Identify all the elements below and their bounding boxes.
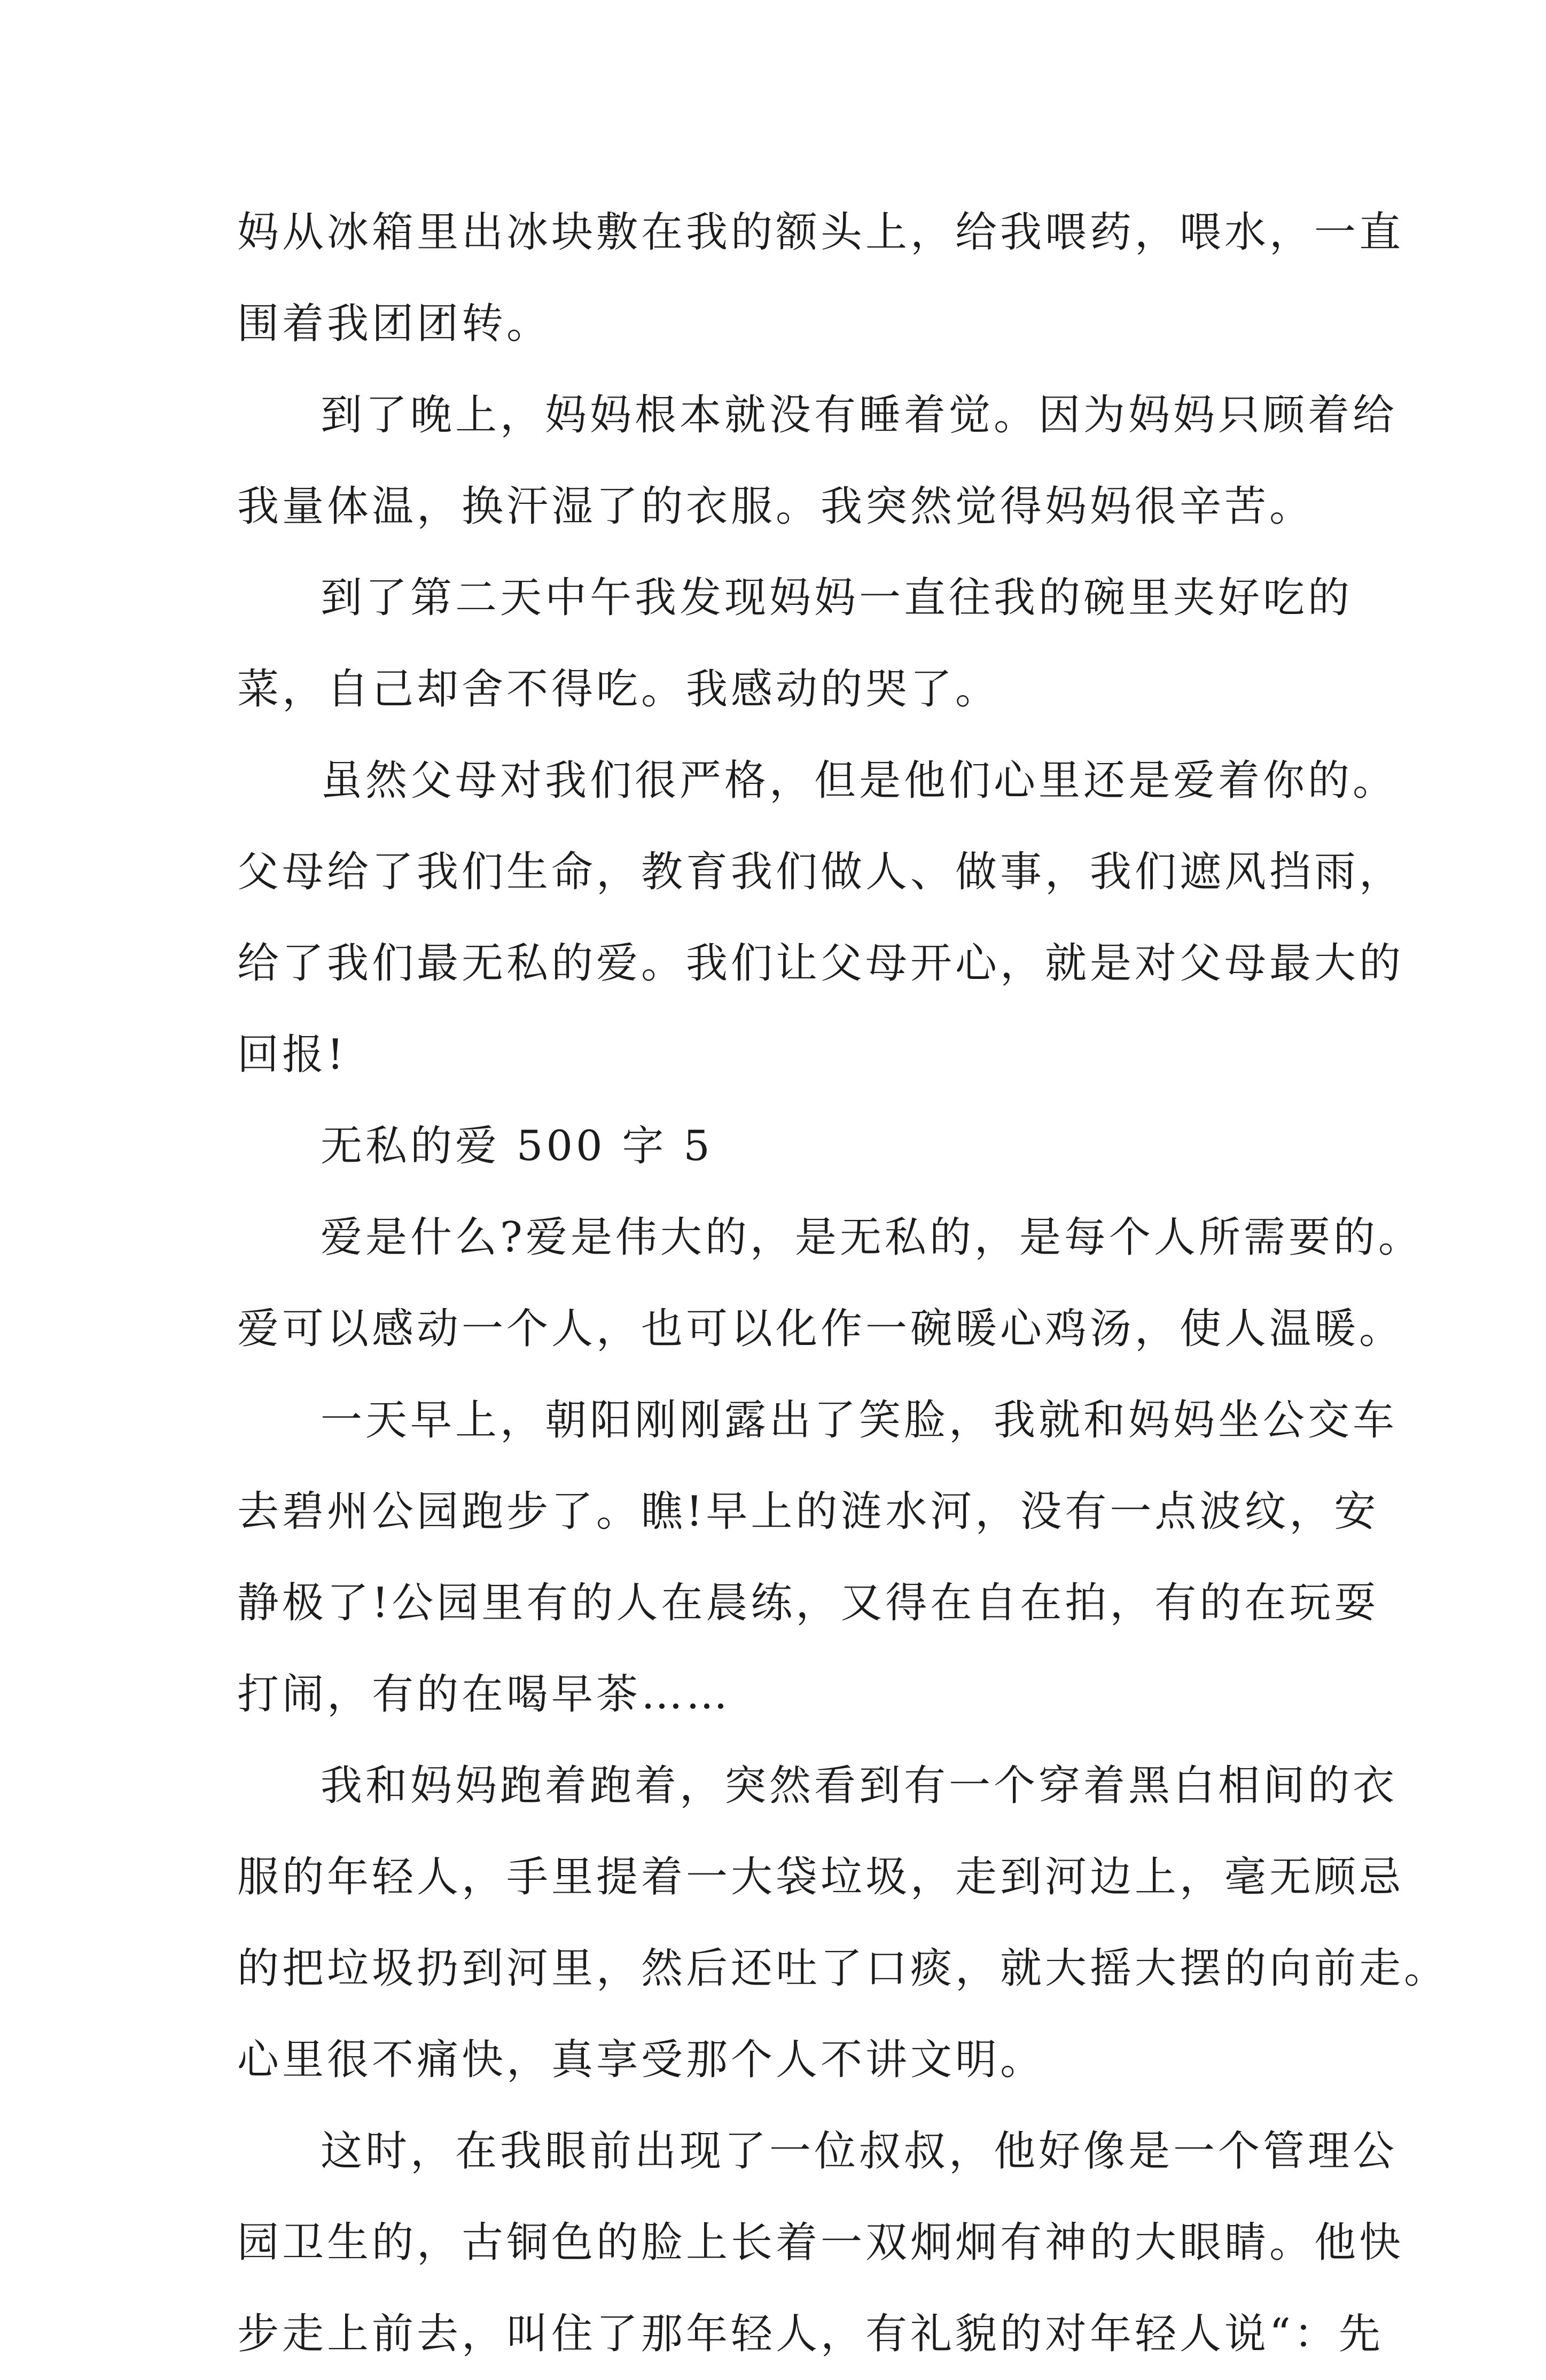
text-line: 给了我们最无私的爱。我们让父母开心，就是对父母最大的: [237, 939, 1404, 987]
text-line: 去碧州公园跑步了。瞧!早上的涟水河，没有一点波纹，安: [237, 1488, 1379, 1536]
text-line: 爱是什么?爱是伟大的，是无私的，是每个人所需要的。: [321, 1214, 1423, 1262]
text-line: 心里很不痛快，真享受那个人不讲文明。: [237, 2036, 1045, 2084]
text-line: 围着我团团转。: [237, 300, 552, 348]
text-line: 菜，自己却舍不得吃。我感动的哭了。: [237, 665, 1001, 713]
text-line: 到了晚上，妈妈根本就没有睡着觉。因为妈妈只顾着给: [321, 391, 1398, 439]
text-line: 爱可以感动一个人，也可以化作一碗暖心鸡汤，使人温暖。: [237, 1305, 1404, 1353]
text-line: 妈从冰箱里出冰块敷在我的额头上，给我喂药，喂水，一直: [237, 208, 1404, 256]
text-line: 到了第二天中午我发现妈妈一直往我的碗里夹好吃的: [321, 574, 1353, 622]
text-line: 虽然父母对我们很严格，但是他们心里还是爱着你的。: [321, 757, 1398, 805]
text-line: 这时，在我眼前出现了一位叔叔，他好像是一个管理公: [321, 2127, 1398, 2175]
text-line: 服的年轻人，手里提着一大袋垃圾，走到河边上，毫无顾忌: [237, 1853, 1404, 1901]
text-line: 静极了!公园里有的人在晨练，又得在自在拍，有的在玩耍: [237, 1579, 1379, 1627]
text-line: 的把垃圾扔到河里，然后还吐了口痰，就大摇大摆的向前走。: [237, 1945, 1449, 1993]
text-line: 父母给了我们生命，教育我们做人、做事，我们遮风挡雨，: [237, 848, 1404, 896]
text-line: 我和妈妈跑着跑着，突然看到有一个穿着黑白相间的衣: [321, 1762, 1398, 1810]
text-line: 我量体温，换汗湿了的衣服。我突然觉得妈妈很辛苦。: [237, 483, 1315, 531]
text-line: 打闹，有的在喝早茶……: [237, 1670, 731, 1718]
text-line: 一天早上，朝阳刚刚露出了笑脸，我就和妈妈坐公交车: [321, 1396, 1398, 1444]
text-line: 回报!: [237, 1031, 347, 1079]
body-text: [237, 187, 1449, 2380]
text-line: 园卫生的，古铜色的脸上长着一双炯炯有神的大眼睛。他快: [237, 2219, 1404, 2267]
text-line: 无私的爱 500 字 5: [321, 1122, 713, 1170]
text-line: 步走上前去，叫住了那年轻人，有礼貌的对年轻人说“：先: [237, 2310, 1384, 2358]
